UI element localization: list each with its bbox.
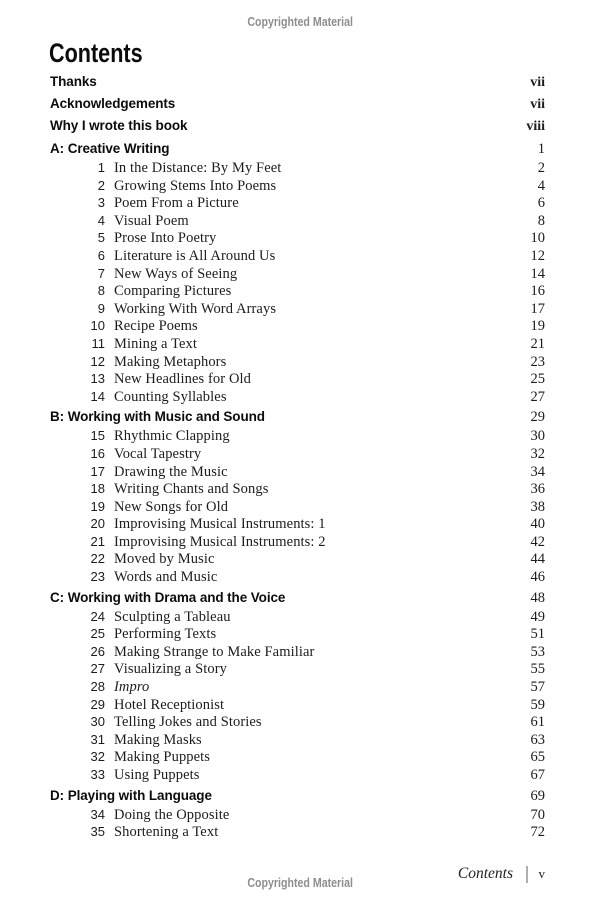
toc-entry-page: 44 [530, 551, 545, 568]
toc-row [50, 696, 545, 714]
toc-row [50, 115, 545, 137]
toc-entry-label: Rhythmic Clapping [114, 428, 230, 445]
toc-entry-label: Using Puppets [114, 767, 200, 783]
toc-entry-page: 69 [530, 787, 545, 804]
toc-entry-page: 1 [537, 141, 545, 157]
toc-entry-page: 17 [530, 300, 545, 317]
toc-entry-number: 32 [90, 749, 105, 765]
toc-entry-number: 35 [90, 824, 105, 840]
toc-row [50, 317, 545, 335]
toc-entry-label: Prose Into Poetry [114, 230, 217, 247]
toc-entry-number: 22 [90, 551, 105, 567]
toc-entry-label: In the Distance: By My Feet [114, 160, 282, 176]
toc-row [50, 823, 545, 841]
footer-page-number: v [538, 866, 545, 881]
toc-entry-number: 2 [97, 177, 105, 193]
toc-entry-page: 59 [530, 696, 545, 713]
toc-entry-page: 34 [530, 463, 545, 480]
toc-entry-label: Making Strange to Make Familiar [114, 643, 315, 660]
toc-row [50, 766, 545, 784]
toc-entry-page: 49 [530, 608, 545, 625]
toc-row [50, 407, 545, 427]
toc-entry-page: 48 [530, 589, 545, 606]
toc-entry-number: 26 [90, 643, 105, 659]
toc-entry-label: Performing Texts [114, 626, 217, 643]
toc-entry-label: Impro [114, 679, 150, 696]
toc-row [50, 139, 545, 159]
toc-row [50, 300, 545, 318]
toc-entry-page: 38 [530, 498, 545, 515]
toc-entry-label: Comparing Pictures [114, 283, 232, 300]
toc-row [50, 568, 545, 586]
toc-row [50, 194, 545, 212]
toc-row [50, 445, 545, 463]
toc-entry-number: 25 [90, 626, 105, 642]
toc-entry-number: 24 [90, 608, 105, 624]
toc-entry-number: 18 [90, 481, 105, 497]
toc-row [50, 229, 545, 247]
toc-row [50, 265, 545, 283]
toc-entry-label: Drawing the Music [114, 463, 228, 480]
toc-row [50, 247, 545, 265]
toc-entry-label: Working With Word Arrays [114, 300, 277, 317]
toc-row [50, 786, 545, 806]
toc-entry-number: 3 [97, 195, 105, 211]
toc-entry-label: Writing Chants and Songs [114, 481, 269, 498]
toc-entry-page: 36 [530, 481, 545, 498]
toc-entry-label: D: Playing with Language [50, 787, 212, 803]
toc-row [50, 643, 545, 661]
toc-row [50, 480, 545, 498]
toc-entry-label: Recipe Poems [114, 318, 198, 335]
toc-entry-number: 7 [97, 265, 105, 281]
toc-row [50, 463, 545, 481]
toc-entry-page: 72 [530, 824, 545, 841]
toc-entry-label: Shortening a Text [114, 824, 219, 841]
toc-row [50, 625, 545, 643]
toc-entry-number: 19 [90, 498, 105, 514]
toc-entry-number: 31 [90, 731, 105, 747]
toc-row [50, 177, 545, 195]
toc-row [50, 93, 545, 115]
toc-entry-page: 67 [530, 767, 545, 783]
top-copyright-notice: Copyrighted Material [247, 15, 353, 29]
toc-entry-number: 12 [90, 353, 105, 369]
toc-entry-page: 10 [530, 230, 545, 247]
toc-row [50, 713, 545, 731]
toc-entry-label: Visual Poem [114, 212, 189, 229]
toc-entry-page: 46 [530, 569, 545, 586]
toc-entry-label: A: Creative Writing [50, 141, 170, 156]
toc-entry-label: New Headlines for Old [114, 371, 251, 388]
toc-entry-label: Making Masks [114, 731, 202, 748]
toc-entry-number: 20 [90, 516, 105, 532]
toc-entry-label: Literature is All Around Us [114, 247, 276, 264]
toc-entry-page: 2 [537, 160, 545, 176]
toc-entry-label: Thanks [50, 74, 97, 89]
toc-entry-label: Improvising Musical Instruments: 1 [114, 516, 326, 533]
toc-row [50, 71, 545, 93]
toc-entry-number: 9 [97, 300, 105, 316]
toc-row [50, 159, 545, 177]
toc-entry-page: vii [530, 75, 545, 90]
toc-entry-page: 27 [530, 388, 545, 405]
toc-entry-label: Improvising Musical Instruments: 2 [114, 533, 326, 550]
toc-entry-number: 34 [90, 806, 105, 822]
toc-row [50, 282, 545, 300]
toc-entry-number: 16 [90, 445, 105, 461]
toc-entry-page: 40 [530, 516, 545, 533]
toc-entry-label: Visualizing a Story [114, 661, 227, 678]
toc-entry-label: Telling Jokes and Stories [114, 714, 262, 731]
toc-entry-number: 14 [90, 388, 105, 404]
toc-entry-label: B: Working with Music and Sound [50, 409, 265, 425]
toc-row [50, 588, 545, 608]
page-title: Contents [49, 38, 143, 68]
toc-entry-label: New Songs for Old [114, 498, 229, 515]
toc-row [50, 353, 545, 371]
footer-section-label: Contents [457, 865, 513, 882]
toc-row [50, 533, 545, 551]
toc-entry-label: Making Puppets [114, 749, 211, 766]
toc-entry-number: 33 [90, 767, 105, 782]
toc-entry-number: 21 [90, 533, 105, 549]
toc-entry-page: 23 [530, 353, 545, 370]
bottom-copyright-notice: Copyrighted Material [247, 876, 353, 890]
toc-row [50, 388, 545, 406]
toc-row [50, 427, 545, 445]
toc-entry-page: 29 [530, 409, 545, 426]
toc-entry-label: Growing Stems Into Poems [114, 177, 277, 194]
toc-row [50, 748, 545, 766]
toc-entry-number: 29 [90, 696, 105, 712]
toc-entry-number: 13 [90, 371, 105, 387]
toc-entry-number: 17 [90, 463, 105, 479]
toc-entry-page: 70 [530, 806, 545, 823]
toc-entry-page: 6 [537, 195, 545, 212]
toc-entry-number: 1 [97, 160, 105, 175]
toc-entry-number: 27 [90, 661, 105, 677]
toc-entry-label: Hotel Receptionist [114, 696, 225, 713]
toc-entry-number: 6 [97, 247, 105, 263]
toc-entry-label: Why I wrote this book [50, 118, 188, 133]
toc-entry-number: 5 [97, 230, 105, 246]
toc-row [50, 608, 545, 626]
toc-row [50, 660, 545, 678]
toc-entry-label: Counting Syllables [114, 388, 227, 405]
toc-row [50, 515, 545, 533]
toc-entry-page: 16 [530, 283, 545, 300]
toc-row [50, 731, 545, 749]
toc-entry-page: 14 [530, 265, 545, 282]
toc-entry-page: 61 [530, 714, 545, 731]
toc-entry-page: 53 [530, 643, 545, 660]
toc-entry-label: Moved by Music [114, 551, 215, 568]
toc-entry-page: 65 [530, 749, 545, 766]
toc-entry-page: 21 [530, 335, 545, 352]
toc-entry-label: Making Metaphors [114, 353, 227, 370]
toc-entry-label: Doing the Opposite [114, 806, 230, 823]
toc-entry-number: 23 [90, 569, 105, 585]
toc-entry-page: 25 [530, 371, 545, 388]
toc-list [50, 71, 545, 841]
toc-entry-page: 30 [530, 428, 545, 445]
toc-entry-page: 12 [530, 247, 545, 264]
toc-entry-page: 19 [530, 318, 545, 335]
toc-entry-label: Poem From a Picture [114, 195, 239, 212]
toc-row [50, 212, 545, 230]
toc-entry-label: New Ways of Seeing [114, 265, 238, 282]
toc-entry-label: Vocal Tapestry [114, 445, 202, 462]
toc-entry-page: 51 [530, 626, 545, 643]
toc-entry-page: 32 [530, 445, 545, 462]
toc-entry-page: vii [530, 97, 545, 112]
toc-entry-page: 57 [530, 679, 545, 696]
toc-entry-page: 42 [530, 533, 545, 550]
toc-entry-label: Mining a Text [114, 335, 197, 352]
toc-entry-label: Words and Music [114, 569, 218, 586]
toc-entry-number: 10 [90, 318, 105, 334]
toc-entry-number: 11 [91, 335, 105, 351]
toc-row [50, 806, 545, 824]
toc-entry-number: 4 [97, 212, 105, 228]
toc-entry-page: viii [526, 119, 545, 134]
toc-row [50, 370, 545, 388]
toc-entry-number: 28 [90, 679, 105, 695]
toc-entry-page: 63 [530, 731, 545, 748]
toc-row [50, 335, 545, 353]
toc-row [50, 498, 545, 516]
toc-entry-page: 8 [537, 212, 545, 229]
toc-entry-label: Acknowledgements [50, 96, 176, 111]
toc-entry-label: Sculpting a Tableau [114, 608, 231, 625]
toc-entry-label: C: Working with Drama and the Voice [50, 589, 286, 605]
toc-entry-number: 15 [90, 428, 105, 444]
toc-entry-page: 55 [530, 661, 545, 678]
toc-row [50, 678, 545, 696]
toc-entry-number: 8 [97, 283, 105, 299]
toc-row [50, 550, 545, 568]
toc-entry-number: 30 [90, 714, 105, 730]
toc-entry-page: 4 [537, 177, 545, 194]
